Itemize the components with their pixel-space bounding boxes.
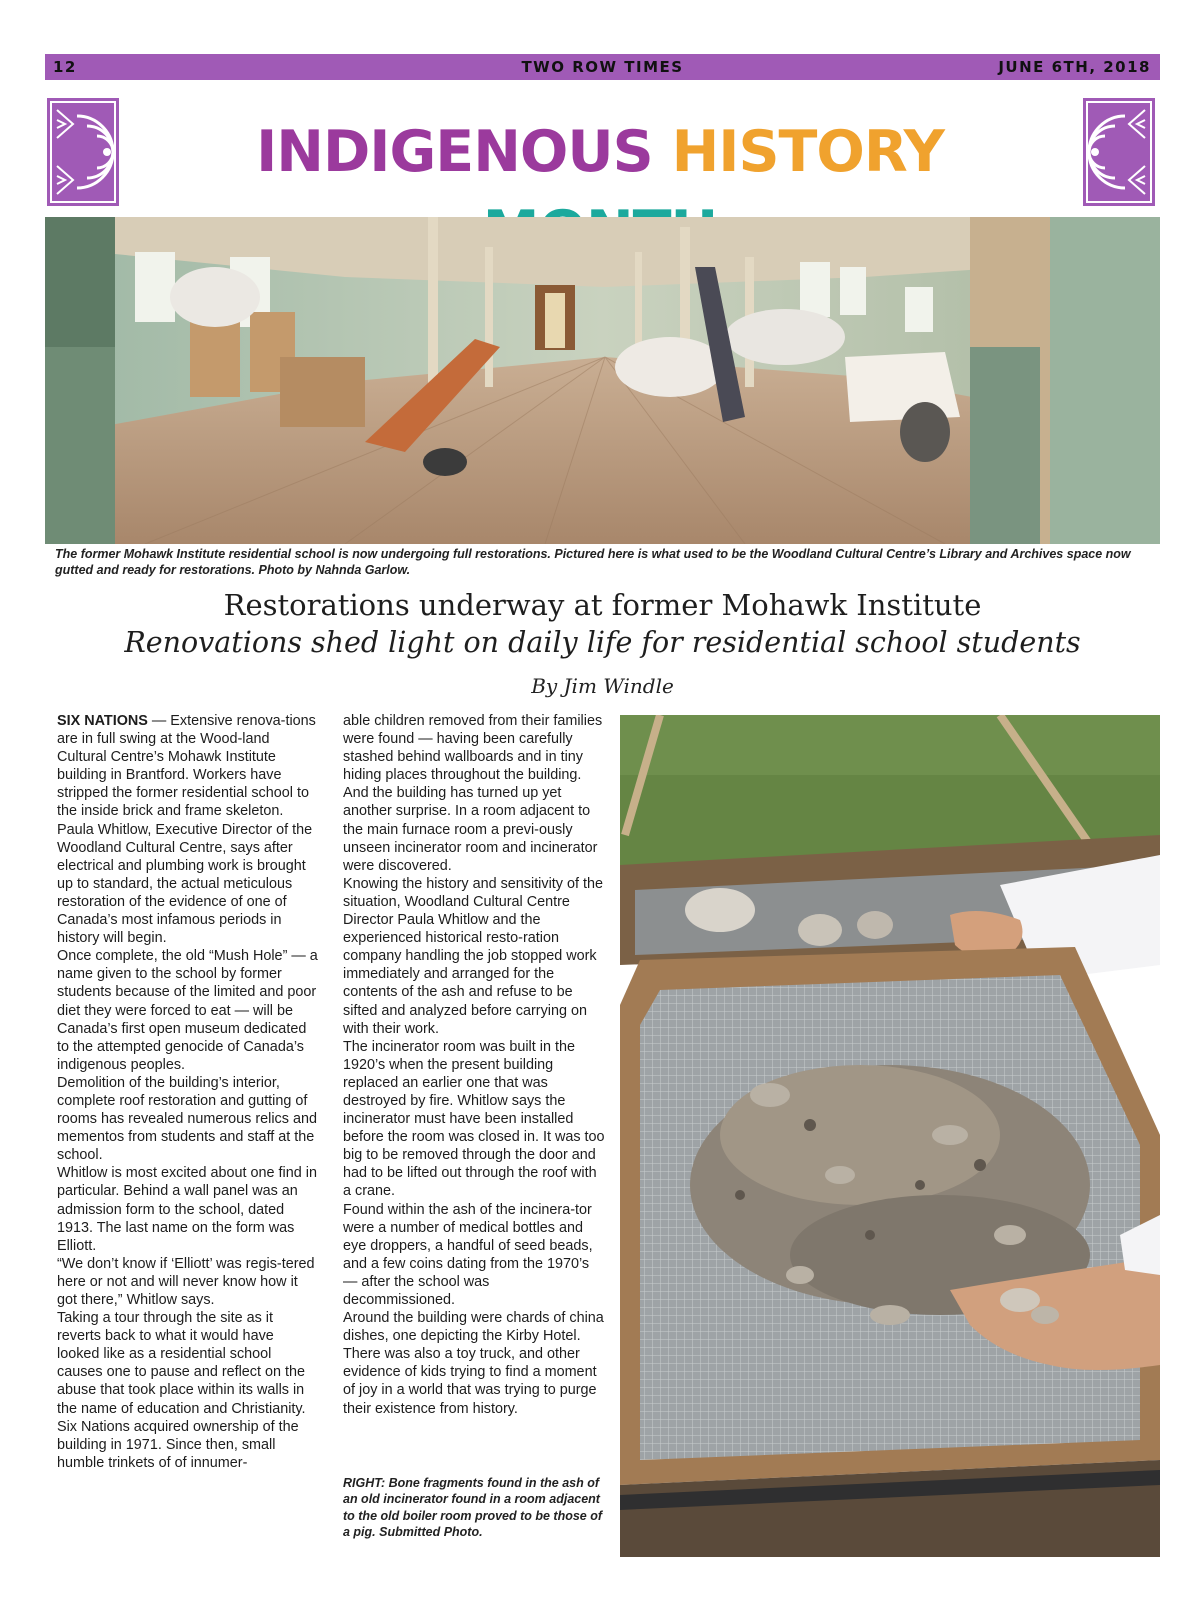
left-ornament-icon: [47, 98, 119, 206]
article-column-1: [57, 712, 319, 1472]
banner-word-history: HISTORY: [671, 119, 944, 185]
issue-date: JUNE 6TH, 2018: [998, 58, 1151, 76]
top-photo-caption: The former Mohawk Institute residential school is now undergoing full restorations. Pictured here is what used to be the Woodland Cultural Centre’s Library and Archives space now gutted and ready for restorations. Photo by Nahnda Garlow.: [55, 547, 1131, 577]
right-photo-caption: RIGHT: Bone fragments found in the ash of an old incinerator found in a room adjacent to the old boiler room proved to be those of a pig. Submitted Photo.: [343, 1476, 603, 1539]
paragraph: Found within the ash of the incinera-tor were a number of medical bottles and eye droppers, a handful of seed beads, and a few coins dating from the 1970’s — after the school was decommissioned.: [343, 1201, 593, 1308]
paragraph: Taking a tour through the site as it reverts back to what it would have looked like as a residential school causes one to pause and reflect on the abuse that took place within its walls in the name of education and Christianity.: [57, 1310, 306, 1417]
paragraph: Around the building were chards of china dishes, one depicting the Kirby Hotel. There was also a toy truck, and other evidence of kids trying to find a moment of joy in a world that was trying to purge their existence from history.: [343, 1310, 604, 1417]
dateline: SIX NATIONS: [57, 713, 148, 729]
page-number: 12: [53, 58, 77, 76]
article-subhead: Renovations shed light on daily life for residential school students: [124, 626, 1081, 659]
paragraph: Demolition of the building’s interior, complete roof restoration and gutting of rooms has revealed numerous relics and mementos from students and staff at the school.: [57, 1074, 317, 1164]
paragraph: Paula Whitlow, Executive Director of the Woodland Cultural Centre, says after electrical and plumbing work is brought up to standard, the actual meticulous restoration of the evidence of one of Canada’s most infamous periods in history will begin.: [57, 821, 313, 947]
right-photo: [620, 715, 1160, 1557]
paragraph: Whitlow is most excited about one find in particular. Behind a wall panel was an admission form to the school, dated 1913. The last name on the form was Elliott.: [57, 1165, 317, 1254]
paragraph: [57, 712, 319, 821]
paragraph: able children removed from their families were found — having been carefully stashed behind wallboards and in tiny hiding places throughout the building.: [343, 713, 603, 784]
paragraph: “We don’t know if ‘Elliott’ was regis-tered here or not and will never know how it got there,” Whitlow says.: [57, 1255, 315, 1308]
section-banner: [130, 112, 1070, 192]
paragraph: And the building has turned up yet another surprise. In a room adjacent to the main furnace room a previ-ously unseen incinerator room and incinerator were discovered.: [343, 785, 598, 874]
paragraph-text: — Extensive renova-tions are in full swing at the Wood-land Cultural Centre’s Mohawk Institute building in Brantford. Workers have stripped the former residential school to the inside brick and frame skeleton.: [57, 713, 316, 820]
top-photo: [45, 217, 1160, 544]
paragraph: The incinerator room was built in the 1920’s when the present building replaced an earlier one that was destroyed by fire. Whitlow says the incinerator must have been installed before the room was closed in. It was too big to be removed through the door and had to be lifted out through the roof with a crane.: [343, 1038, 605, 1200]
paragraph: Knowing the history and sensitivity of the situation, Woodland Cultural Centre Director Paula Whitlow and the experienced historical resto-ration company handling the job stopped work immediately and arranged for the contents of the ash and refuse to be sifted and analyzed before carrying on with their work.: [343, 875, 603, 1037]
article-byline: By Jim Windle: [531, 674, 674, 698]
right-ornament-icon: [1083, 98, 1155, 206]
publication-name: TWO ROW TIMES: [521, 58, 684, 76]
article-headline: Restorations underway at former Mohawk Institute: [223, 588, 982, 622]
article-column-2: [343, 712, 605, 1418]
paragraph: Once complete, the old “Mush Hole” — a name given to the school by former students because of the limited and poor diet they were forced to eat — will be Canada’s first open museum dedicated to the attempted genocide of Canada’s indigenous peoples.: [57, 948, 318, 1073]
banner-word-indigenous: INDIGENOUS: [256, 119, 653, 185]
paragraph: Six Nations acquired ownership of the building in 1971. Since then, small humble trinkets of of innumer-: [57, 1418, 299, 1471]
page-header-bar: [45, 54, 1160, 80]
